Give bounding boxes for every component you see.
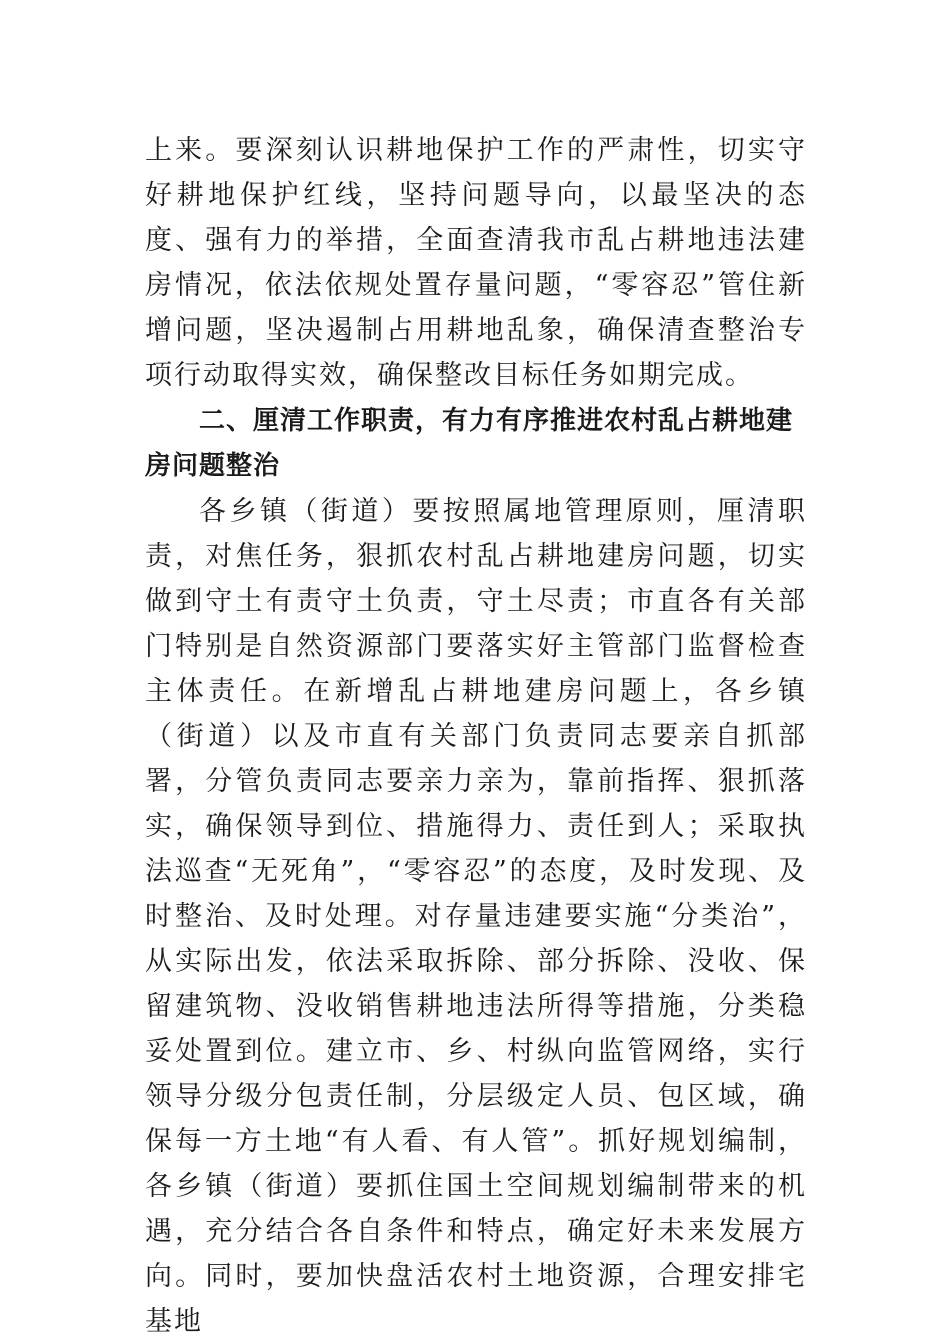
section-heading: 二、厘清工作职责，有力有序推进农村乱占耕地建房问题整治 xyxy=(145,406,794,481)
paragraph-main: 各乡镇（街道）要按照属地管理原则，厘清职责，对焦任务，狠抓农村乱占耕地建房问题，切实做到守土有责守土负责，守土尽责；市直各有关部门特别是自然资源部门要落实好主管部门监督检查主体责任。在新增乱占耕地建房问题上，各乡镇（街道）以及市直有关部门负责同志要亲自抓部署，分管负责同志要亲力亲为，靠前指挥、狠抓落实，确保领导到位、措施得力、责任到人；采取执法巡查“无死角”，“零容忍”的态度，及时发现、及时整治、及时处理。对存量违建要实施“分类治”，从实际出发，依法采取拆除、部分拆除、没收、保留建筑物、没收销售耕地违法所得等措施，分类稳妥处置到位。建立市、乡、村纵向监管网络，实行领导分级分包责任制，分层级定人员、包区域，确保每一方土地“有人看、有人管”。抓好规划编制，各乡镇（街道）要抓住国土空间规划编制带来的机遇，充分结合各自条件和特点，确定好未来发展方向。同时，要加快盘活农村土地资源，合理安排宅基地 xyxy=(145,496,807,1337)
paragraph-continuation: 上来。要深刻认识耕地保护工作的严肃性，切实守好耕地保护红线，坚持问题导向，以最坚决的态度、强有力的举措，全面查清我市乱占耕地违法建房情况，依法依规处置存量问题，“零容忍”管住新增问题，坚决遏制占用耕地乱象，确保清查整治专项行动取得实效，确保整改目标任务如期完成。 xyxy=(145,135,807,391)
